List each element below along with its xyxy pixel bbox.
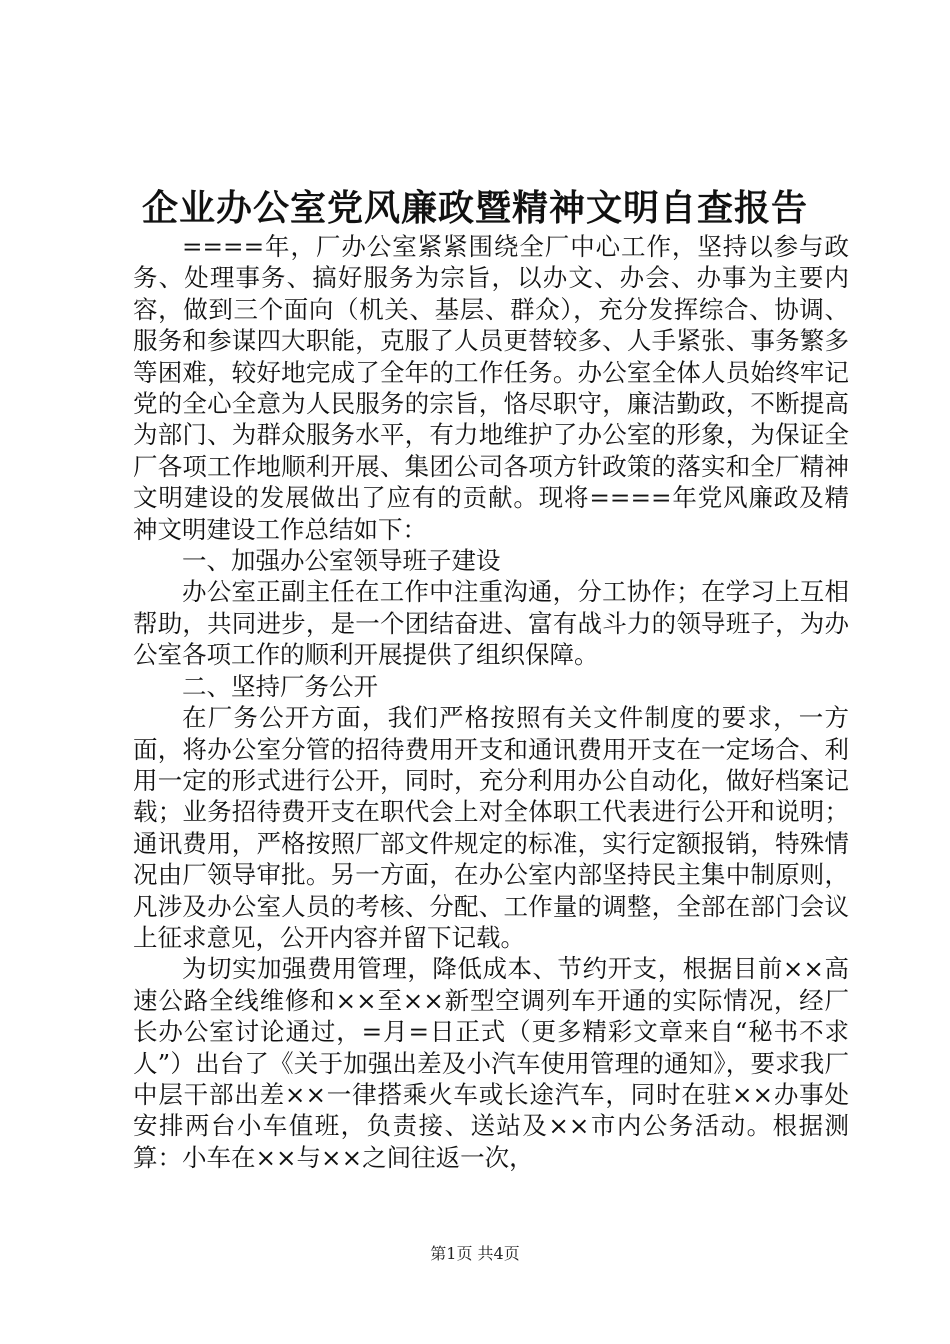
paragraph-openness: 在厂务公开方面，我们严格按照有关文件制度的要求，一方面，将办公室分管的招待费用开支和通讯费用开支在一定场合、利用一定的形式进行公开，同时，充分利用办公自动化，做好档案记载；业务招待费开支在职代会上对全体职工代表进行公开和说明；通讯费用，严格按照厂部文件规定的标准，实行定额报销，特殊情况由厂领导审批。另一方面，在办公室内部坚持民主集中制原则，凡涉及办公室人员的考核、分配、工作量的调整，全部在部门会议上征求意见，公开内容并留下记载。 — [133, 703, 849, 952]
section-heading-2: 二、坚持厂务公开 — [182, 671, 378, 701]
page-footer: 第1页 共4页 — [430, 1244, 520, 1263]
document-title: 企业办公室党风廉政暨精神文明自查报告 — [141, 187, 808, 229]
paragraph-leadership: 办公室正副主任在工作中注重沟通，分工协作；在学习上互相帮助，共同进步，是一个团结奋进、富有战斗力的领导班子，为办公室各项工作的顺利开展提供了组织保障。 — [133, 577, 849, 670]
document-body — [133, 231, 849, 1173]
paragraph-intro: ====年，厂办公室紧紧围绕全厂中心工作，坚持以参与政务、处理事务、搞好服务为宗旨，以办文、办会、办事为主要内容，做到三个面向（机关、基层、群众），充分发挥综合、协调、服务和参谋四大职能，克服了人员更替较多、人手紧张、事务繁多等困难，较好地完成了全年的工作任务。办公室全体人员始终牢记党的全心全意为人民服务的宗旨，恪尽职守，廉洁勤政，不断提高为部门、为群众服务水平，有力地维护了办公室的形象，为保证全厂各项工作地顺利开展、集团公司各项方针政策的落实和全厂精神文明建设的发展做出了应有的贡献。现将====年党风廉政及精神文明建设工作总结如下： — [133, 232, 849, 544]
paragraph-cost-control: 为切实加强费用管理，降低成本、节约开支，根据目前××高速公路全线维修和××至××新型空调列车开通的实际情况，经厂长办公室讨论通过，=月=日正式（更多精彩文章来自“秘书不求人”）出台了《关于加强出差及小汽车使用管理的通知》，要求我厂中层干部出差××一律搭乘火车或长途汽车，同时在驻××办事处安排两台小车值班，负责接、送站及××市内公务活动。根据测算：小车在××与××之间往返一次， — [133, 954, 849, 1172]
section-heading-1: 一、加强办公室领导班子建设 — [182, 546, 501, 576]
